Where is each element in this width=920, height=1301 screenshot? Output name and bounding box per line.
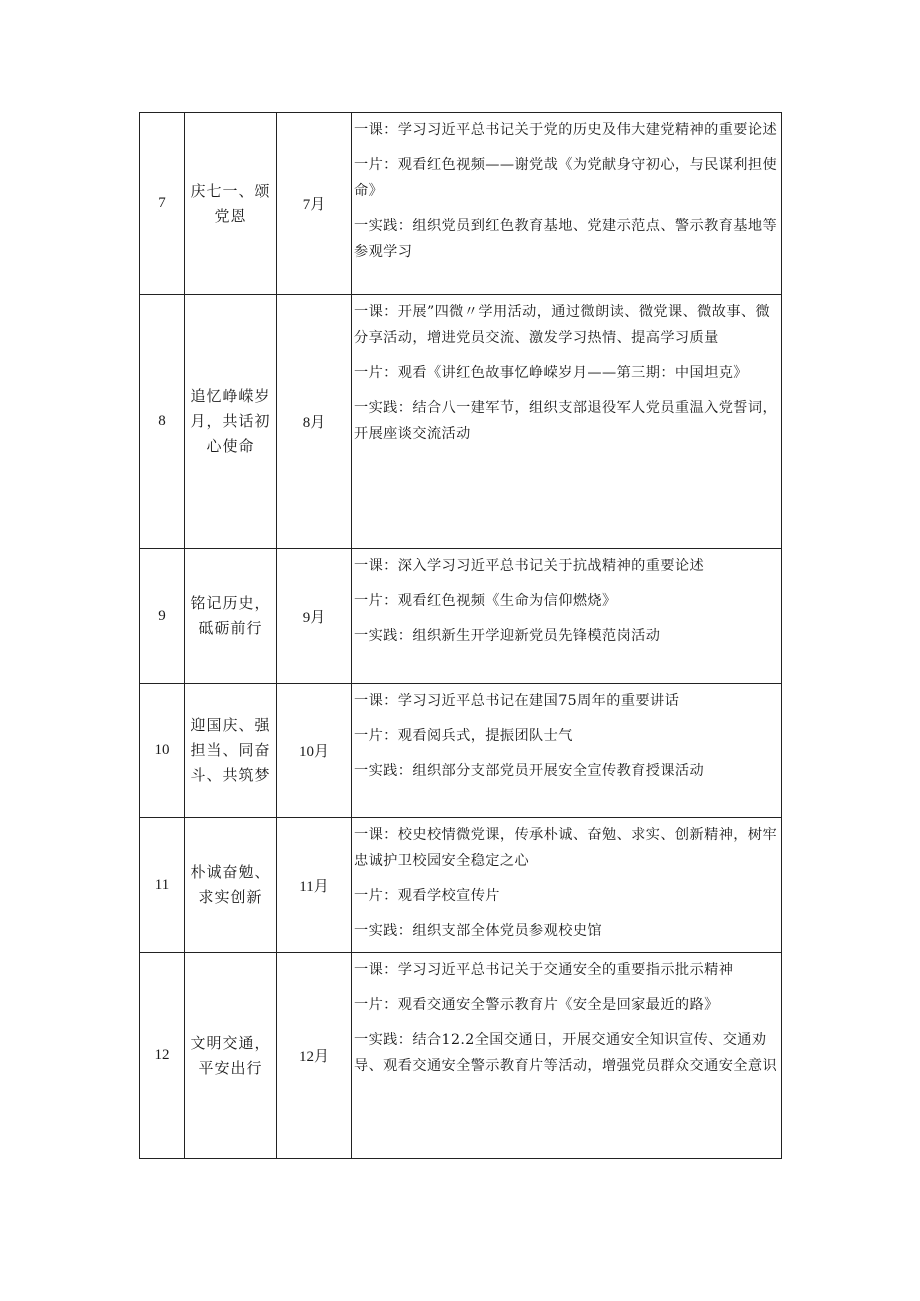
- row-number: 9: [140, 549, 185, 684]
- table-row: [140, 113, 782, 295]
- row-theme: 铭记历史，砥砺前行: [185, 549, 277, 684]
- film-item: 一片：观看红色视频《生命为信仰燃烧》: [354, 593, 617, 609]
- table-row: [140, 295, 782, 549]
- lesson-item: 一课：开展”四微〃学用活动，通过微朗读、微党课、微故事、微分享活动，增进党员交流、激发学习热情、提高学习质量: [354, 304, 771, 346]
- row-theme: 朴诚奋勉、求实创新: [185, 818, 277, 953]
- row-month: 8月: [277, 295, 352, 549]
- row-month: 12月: [277, 953, 352, 1159]
- lesson-item: 一课：深入学习习近平总书记关于抗战精神的重要论述: [354, 558, 705, 574]
- lesson-item: 一课：学习习近平总书记在建国75周年的重要讲话: [354, 693, 680, 709]
- lesson-item: 一课：学习习近平总书记关于党的历史及伟大建党精神的重要论述: [354, 122, 778, 138]
- row-month: 9月: [277, 549, 352, 684]
- practice-item: 一实践：结合八一建军节，组织支部退役军人党员重温入党誓词，开展座谈交流活动: [354, 400, 778, 442]
- row-month: 7月: [277, 113, 352, 295]
- row-content: [352, 953, 782, 1159]
- table-row: [140, 684, 782, 818]
- row-number: 11: [140, 818, 185, 953]
- row-content: [352, 549, 782, 684]
- row-number: 10: [140, 684, 185, 818]
- practice-item: 一实践：结合12.2全国交通日，开展交通安全知识宣传、交通劝导、观看交通安全警示教育片等活动，增强党员群众交通安全意识: [354, 1032, 778, 1074]
- film-item: 一片：观看学校宣传片: [354, 888, 500, 904]
- row-theme: 庆七一、颂党恩: [185, 113, 277, 295]
- row-content: [352, 295, 782, 549]
- row-theme: 迎国庆、强担当、同奋斗、共筑梦: [185, 684, 277, 818]
- table-row: [140, 953, 782, 1159]
- row-theme: 追忆峥嵘岁月，共话初心使命: [185, 295, 277, 549]
- lesson-item: 一课：学习习近平总书记关于交通安全的重要指示批示精神: [354, 962, 734, 978]
- row-content: [352, 684, 782, 818]
- film-item: 一片：观看交通安全警示教育片《安全是回家最近的路》: [354, 997, 719, 1013]
- practice-item: 一实践：组织支部全体党员参观校史馆: [354, 923, 602, 939]
- activity-plan-table: [139, 112, 782, 1159]
- table-row: [140, 549, 782, 684]
- practice-item: 一实践：组织党员到红色教育基地、党建示范点、警示教育基地等参观学习: [354, 218, 778, 260]
- film-item: 一片：观看《讲红色故事忆峥嵘岁月——第三期：中国坦克》: [354, 365, 748, 381]
- row-month: 11月: [277, 818, 352, 953]
- row-theme: 文明交通，平安出行: [185, 953, 277, 1159]
- row-content: [352, 113, 782, 295]
- film-item: 一片：观看阅兵式，提振团队士气: [354, 728, 573, 744]
- film-item: 一片：观看红色视频——谢党哉《为党献身守初心，与民谋利担使命》: [354, 157, 778, 199]
- row-number: 12: [140, 953, 185, 1159]
- lesson-item: 一课：校史校情微党课，传承朴诚、奋勉、求实、创新精神，树牢忠诚护卫校园安全稳定之心: [354, 827, 778, 869]
- row-content: [352, 818, 782, 953]
- row-number: 8: [140, 295, 185, 549]
- row-month: 10月: [277, 684, 352, 818]
- practice-item: 一实践：组织新生开学迎新党员先锋模范岗活动: [354, 628, 661, 644]
- table-row: [140, 818, 782, 953]
- practice-item: 一实践：组织部分支部党员开展安全宣传教育授课活动: [354, 763, 705, 779]
- row-number: 7: [140, 113, 185, 295]
